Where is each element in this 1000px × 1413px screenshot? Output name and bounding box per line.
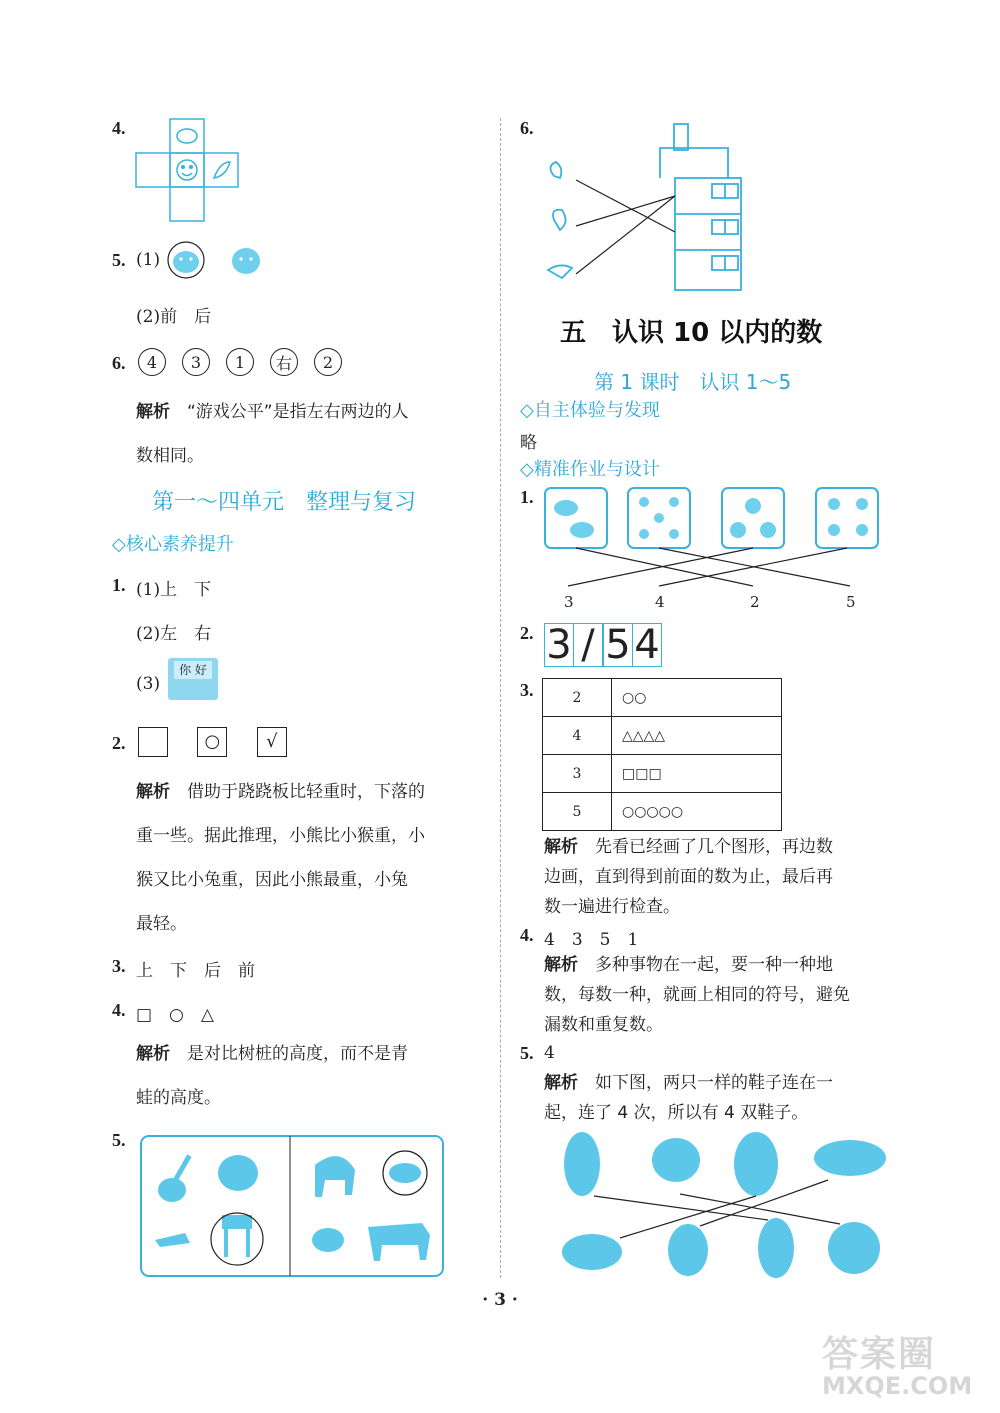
table-row	[543, 793, 782, 831]
explanation-text: 数一遍进行检查。	[544, 897, 680, 917]
explanation-text: 是对比树桩的高度，而不是青	[187, 1044, 408, 1064]
question-number: 3.	[520, 680, 534, 700]
r1-part1: (1)上 下	[136, 580, 212, 600]
page-number: · 3 ·	[482, 1290, 518, 1310]
handwriting-grid	[544, 623, 662, 667]
r2-explanation	[136, 770, 486, 946]
s5-answer: 4	[544, 1043, 555, 1063]
section-title-1: ◇自主体验与发现	[520, 400, 660, 421]
explanation-text: 漏数和重复数。	[544, 1015, 663, 1035]
core-section-title: ◇核心素养提升	[112, 534, 234, 555]
shoes-matching-figure	[550, 1128, 890, 1280]
question-number: 3.	[112, 956, 126, 976]
explanation-text: 数相同。	[136, 446, 204, 466]
explanation-text: 猴又比小兔重，因此小熊最重，小兔	[136, 870, 408, 890]
explanation-label: 解析	[544, 955, 578, 975]
explanation-label: 解析	[544, 837, 578, 857]
s1-number: 5	[846, 593, 856, 611]
explanation-label: 解析	[544, 1073, 578, 1093]
explanation-text: 如下图，两只一样的鞋子连在一	[595, 1073, 833, 1093]
house-matching-figure	[540, 118, 750, 298]
unit-title: 第一～四单元 整理与复习	[152, 490, 417, 515]
question-number: 4.	[520, 925, 534, 945]
explanation-label: 解析	[136, 1044, 170, 1064]
handwriting-digit: 5	[603, 623, 632, 667]
classification-figure	[140, 1135, 444, 1277]
r1-part3-label: (3)	[136, 674, 161, 694]
sign-figure	[168, 658, 218, 700]
explanation-text: 重一些。据此推理，小熊比小猴重，小	[136, 826, 425, 846]
s1-number: 4	[655, 593, 665, 611]
cube-net-figure	[134, 118, 240, 222]
circled-answer: 3	[182, 348, 210, 376]
section-1-text: 略	[520, 433, 537, 453]
question-number: 6.	[520, 118, 534, 138]
question-number: 1.	[520, 487, 534, 507]
q6-explanation	[136, 390, 486, 478]
watermark-logo: 答案圈	[822, 1334, 937, 1375]
explanation-text: 借助于跷跷板比轻重时，下落的	[187, 782, 425, 802]
s4-explanation	[544, 950, 889, 1040]
explanation-text: 先看已经画了几个图形，再边数	[595, 837, 833, 857]
r4-answer: □ ○ △	[136, 1005, 214, 1025]
explanation-text: 数，每数一种，就画上相同的符号，避免	[544, 985, 850, 1005]
circled-answer: 1	[226, 348, 254, 376]
answer-box: √	[257, 727, 287, 757]
table-cell: 3	[543, 755, 612, 793]
section-title-2: ◇精准作业与设计	[520, 459, 660, 480]
r4-explanation	[136, 1032, 486, 1120]
answer-box: ○	[197, 727, 227, 757]
r1-part2: (2)左 右	[136, 624, 212, 644]
explanation-text: 多种事物在一起，要一种一种地	[595, 955, 833, 975]
answer-box	[138, 727, 168, 757]
watermark-url: MXQE.COM	[822, 1372, 973, 1400]
handwriting-digit: 4	[632, 623, 662, 667]
table-cell: 5	[543, 793, 612, 831]
s4-answer: 4 3 5 1	[544, 930, 639, 950]
explanation-label: 解析	[136, 402, 170, 422]
s5-explanation	[544, 1068, 889, 1128]
r3-answer: 上 下 后 前	[136, 961, 255, 981]
circled-answer: 右	[270, 348, 298, 376]
question-number: 1.	[112, 575, 126, 595]
explanation-text: 起，连了 4 次，所以有 4 双鞋子。	[544, 1103, 809, 1123]
table-row	[543, 717, 782, 755]
table-cell: 4	[543, 717, 612, 755]
circled-answer: 4	[138, 348, 166, 376]
table-row	[543, 679, 782, 717]
question-number: 6.	[112, 353, 126, 373]
sign-text: 你 好	[174, 661, 212, 679]
q5-part1-label: (1)	[136, 250, 161, 270]
explanation-text: 最轻。	[136, 914, 187, 934]
question-number: 5.	[112, 1130, 126, 1150]
question-number: 5.	[112, 250, 126, 270]
shapes-table	[542, 678, 782, 831]
circled-answer: 2	[314, 348, 342, 376]
table-cell: 2	[543, 679, 612, 717]
question-number: 5.	[520, 1043, 534, 1063]
s1-number: 3	[564, 593, 574, 611]
question-number: 2.	[112, 733, 126, 753]
q6-answers	[138, 348, 358, 376]
explanation-text: 蛙的高度。	[136, 1088, 221, 1108]
question-number: 4.	[112, 118, 126, 138]
q5-part2: (2)前 后	[136, 307, 212, 327]
r2-boxes	[138, 727, 287, 757]
question-number: 2.	[520, 623, 534, 643]
table-cell: ○○	[612, 679, 782, 717]
table-cell: ○○○○○	[612, 793, 782, 831]
explanation-text: “游戏公平”是指左右两边的人	[187, 402, 409, 422]
chapter-title: 五 认识 10 以内的数	[560, 318, 823, 348]
handwriting-digit: /	[573, 623, 603, 667]
column-divider	[500, 118, 501, 1278]
explanation-label: 解析	[136, 782, 170, 802]
s3-explanation	[544, 832, 889, 922]
animal-faces-figure	[166, 240, 276, 282]
handwriting-digit: 3	[544, 623, 573, 667]
table-row	[543, 755, 782, 793]
s1-number: 2	[750, 593, 760, 611]
question-number: 4.	[112, 1000, 126, 1020]
explanation-text: 边画，直到得到前面的数为止，最后再	[544, 867, 833, 887]
table-cell: □□□	[612, 755, 782, 793]
lesson-title: 第 1 课时 认识 1～5	[594, 370, 792, 394]
table-cell: △△△△	[612, 717, 782, 755]
counting-cards-figure	[540, 486, 885, 596]
